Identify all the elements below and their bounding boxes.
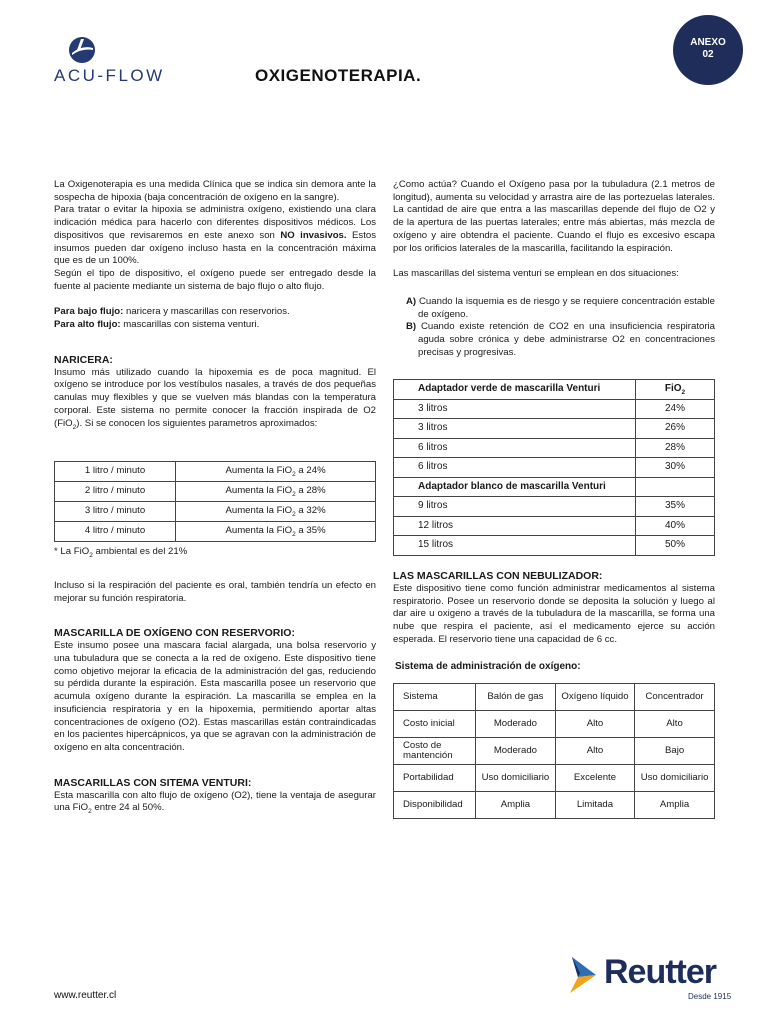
green-adapter-header: Adaptador verde de mascarilla Venturi (394, 380, 636, 400)
table-row (394, 792, 715, 819)
venturi-text: Esta mascarilla con alto flujo de oxígeno (O2), tiene la ventaja de asegurar una FiO$_2$ entre 24 al 50%. (54, 789, 376, 816)
table-row (394, 399, 715, 419)
column-header: Concentrador (635, 684, 715, 711)
flow-cell: 15 litros (394, 536, 636, 556)
venturi-table (393, 379, 715, 556)
flow-cell: 4 litro / minuto (55, 522, 176, 542)
right-column (393, 179, 715, 819)
table-cell: Moderado (476, 738, 556, 765)
situation-a-text: Cuando la isquemia es de riesgo y se requiere concentración estable de oxígeno. (416, 295, 715, 320)
alto-flujo-text: mascarillas con sistema venturi. (120, 319, 260, 331)
oral-paragraph: Incluso si la respiración del paciente es oral, también tendría un efecto en mejorar su función respiratoria. (54, 579, 376, 604)
row-label: Costo inicial (394, 711, 476, 738)
effect-cell: Aumenta la FiO$_2$ a 32% (176, 502, 376, 522)
table-cell: Excelente (555, 765, 634, 792)
brand-name: ACU-FLOW (54, 66, 165, 85)
column-header: Sistema (394, 684, 476, 711)
effect-cell: Aumenta la FiO$_2$ a 35% (176, 522, 376, 542)
table-cell: Amplia (635, 792, 715, 819)
flow-cell: 2 litro / minuto (55, 482, 176, 502)
table-row (55, 502, 376, 522)
empty-cell (636, 477, 715, 497)
table-row (394, 536, 715, 556)
table-header-row (394, 684, 715, 711)
intro-p2-text-end: Estos insumos pueden dar oxígeno incluso hasta en la concentración máxima que es de un 100%. (54, 229, 376, 267)
table-header-row (394, 477, 715, 497)
table-row (55, 482, 376, 502)
intro-paragraph-2 (54, 204, 376, 268)
table-header-row (394, 380, 715, 400)
table-row (55, 522, 376, 542)
alto-flujo-label: Para alto flujo: (54, 319, 121, 331)
table-cell: Uso domiciliario (476, 765, 556, 792)
fio-cell: 30% (636, 458, 715, 478)
fio-cell: 26% (636, 419, 715, 439)
nebulizador-heading: LAS MASCARILLAS CON NEBULIZADOR: (393, 569, 603, 582)
bajo-flujo-label: Para bajo flujo: (54, 306, 124, 318)
table-row (394, 711, 715, 738)
table-row (394, 438, 715, 458)
flow-cell: 6 litros (394, 458, 636, 478)
effect-cell: Aumenta la FiO$_2$ a 24% (176, 462, 376, 482)
venturi-how-paragraph: ¿Como actúa? Cuando el Oxígeno pasa por la tubuladura (2.1 metros de longitud), aumenta su velocidad y arrastra aire de las portezuelas laterales. La cantidad de aire que entra a las mascarillas depende del flujo de O2 y de la apertura de las puertas laterales; entre más abiertas, más mezcla de oxígeno y aire obtendra el paciente. Cuando el flujo es excesivo escapa por los orificios laterales de la mascarilla, facilitando la espiración. (393, 179, 715, 254)
fio-cell: 35% (636, 497, 715, 517)
reutter-logo (566, 953, 746, 1003)
intro-p2-text: Para tratar o evitar la hipoxia se administra oxígeno, existiendo una clara indicación médica para hacerlo con diferentes dispositivos médicos. Los dispositivos que revisaremos en este anexo son (54, 204, 376, 241)
situation-a (393, 296, 715, 321)
row-label: Portabilidad (394, 765, 476, 792)
reservorio-heading: MASCARILLA DE OXÍGENO CON RESERVORIO: (54, 627, 295, 640)
left-column (54, 179, 376, 815)
column-header: Balón de gas (476, 684, 556, 711)
intro-paragraph-1: La Oxigenoterapia es una medida Clínica que se indica sin demora ante la sospecha de hipoxia (baja concentración de oxígeno en la sangre). (54, 179, 376, 203)
acu-flow-logo (54, 36, 209, 86)
table-cell: Bajo (635, 738, 715, 765)
table-cell: Alto (635, 711, 715, 738)
alto-flujo-line (54, 319, 376, 332)
effect-cell: Aumenta la FiO$_2$ a 28% (176, 482, 376, 502)
table-cell: Limitada (555, 792, 634, 819)
naricera-text (54, 367, 376, 431)
bajo-flujo-line (54, 306, 376, 319)
fio-cell: 28% (636, 438, 715, 458)
naricera-table (54, 461, 376, 542)
situation-b-label: B) (406, 321, 417, 333)
sistema-heading: Sistema de administración de oxígeno: (395, 661, 581, 673)
table-cell: Alto (555, 711, 634, 738)
flow-cell: 3 litros (394, 399, 636, 419)
row-label: Costo de mantención (394, 738, 476, 765)
intro-paragraph-3: Según el tipo de dispositivo, el oxígeno puede ser entregado desde la fuente al paciente mediante un sistema de bajo flujo o alto flujo. (54, 267, 376, 292)
venturi-situations-intro: Las mascarillas del sistema venturi se emplean en dos situaciones: (393, 268, 679, 280)
column-header: Oxígeno líquido (555, 684, 634, 711)
footer-url[interactable]: www.reutter.cl (54, 990, 117, 1001)
situation-a-label: A) (406, 295, 417, 307)
table-cell: Moderado (476, 711, 556, 738)
fio-cell: 50% (636, 536, 715, 556)
flow-cell: 3 litro / minuto (55, 502, 176, 522)
flow-cell: 3 litros (394, 419, 636, 439)
table-cell: Alto (555, 738, 634, 765)
page-title: OXIGENOTERAPIA. (255, 66, 422, 85)
table-row (394, 738, 715, 765)
flow-cell: 12 litros (394, 516, 636, 536)
sistema-table (393, 683, 715, 819)
reutter-since: Desde 1915 (688, 992, 732, 1001)
fio-cell: 40% (636, 516, 715, 536)
row-label: Disponibilidad (394, 792, 476, 819)
table-cell: Uso domiciliario (635, 765, 715, 792)
reutter-logo-icon (566, 955, 606, 995)
situation-b-text: Cuando existe retención de CO2 en una insuficiencia respiratoria aguda sobre crónica y debe administrarse O2 en concentraciones precisas y progresivas. (416, 321, 715, 358)
naricera-text-sub: 2 (72, 423, 77, 431)
table-row (394, 458, 715, 478)
nebulizador-text: Este dispositivo tiene como función administrar medicamentos al sistema respiratorio. Posee un reservorio donde se deposita la solución y luego al dar aire u oxigeno a través de la tubuladura de la mascarilla, se forma una nube que respira el paciente, así el medicamento ejerce su acción esperada. El reservorio tiene una capacidad de 6 cc. (393, 582, 715, 645)
table-row (394, 497, 715, 517)
flow-cell: 1 litro / minuto (55, 462, 176, 482)
fio2-note: * La FiO$_2$ ambiental es del 21% (54, 546, 188, 560)
fio2-header: FiO$_2$ (636, 380, 715, 400)
annex-label: ANEXO (690, 37, 726, 48)
flow-cell: 6 litros (394, 438, 636, 458)
table-row (394, 516, 715, 536)
fio-cell: 24% (636, 399, 715, 419)
white-adapter-header: Adaptador blanco de mascarilla Venturi (394, 477, 636, 497)
reservorio-text: Este insumo posee una mascara facial alargada, una bolsa reservorio y una tubuladura que se conecta a la red de oxígeno. Este dispositivo tiene como objetivo mejorar la eficacia de la administración del gas, reduciendo su pérdida durante la espiración. Esta mascarilla posee un reservorio que acumula oxígeno durante la espiración. La mascarilla se emplea en la insuficiencia respiratoria y en la hipoxemia, permitiendo aportar altas concentraciones de oxígeno (O2). Estas mascarillas están contraindicadas en los pacientes hipercápnicos, ya que se agravan con la administración de oxígeno en alta concentración. (54, 640, 376, 753)
naricera-text-b: ). Si se conocen los siguientes parametros aproximados: (76, 417, 318, 429)
naricera-heading: NARICERA: (54, 353, 113, 366)
table-row (55, 462, 376, 482)
venturi-heading: MASCARILLAS CON SITEMA VENTURI: (54, 776, 252, 789)
annex-badge (673, 15, 743, 85)
table-row (394, 419, 715, 439)
reutter-wordmark: Reutter (604, 953, 717, 991)
bajo-flujo-text: naricera y mascarillas con reservorios. (123, 306, 290, 318)
flow-cell: 9 litros (394, 497, 636, 517)
acu-flow-logo-icon (68, 36, 96, 64)
table-row (394, 765, 715, 792)
situation-b (393, 321, 715, 359)
naricera-text-a: Insumo más utilizado cuando la hipoxemia es de poca magnitud. El oxígeno se introduce por los vestíbulos nasales, a través de dos pequeñas canulas muy flexibles y que se vuelven más blandas con la temperatura corporal. Este sistema no permite conocer la fracción inspirada de O2 (FiO (54, 366, 376, 429)
table-cell: Amplia (476, 792, 556, 819)
intro-p2-bold: NO invasivos. (280, 229, 347, 241)
annex-number: 02 (702, 49, 714, 60)
